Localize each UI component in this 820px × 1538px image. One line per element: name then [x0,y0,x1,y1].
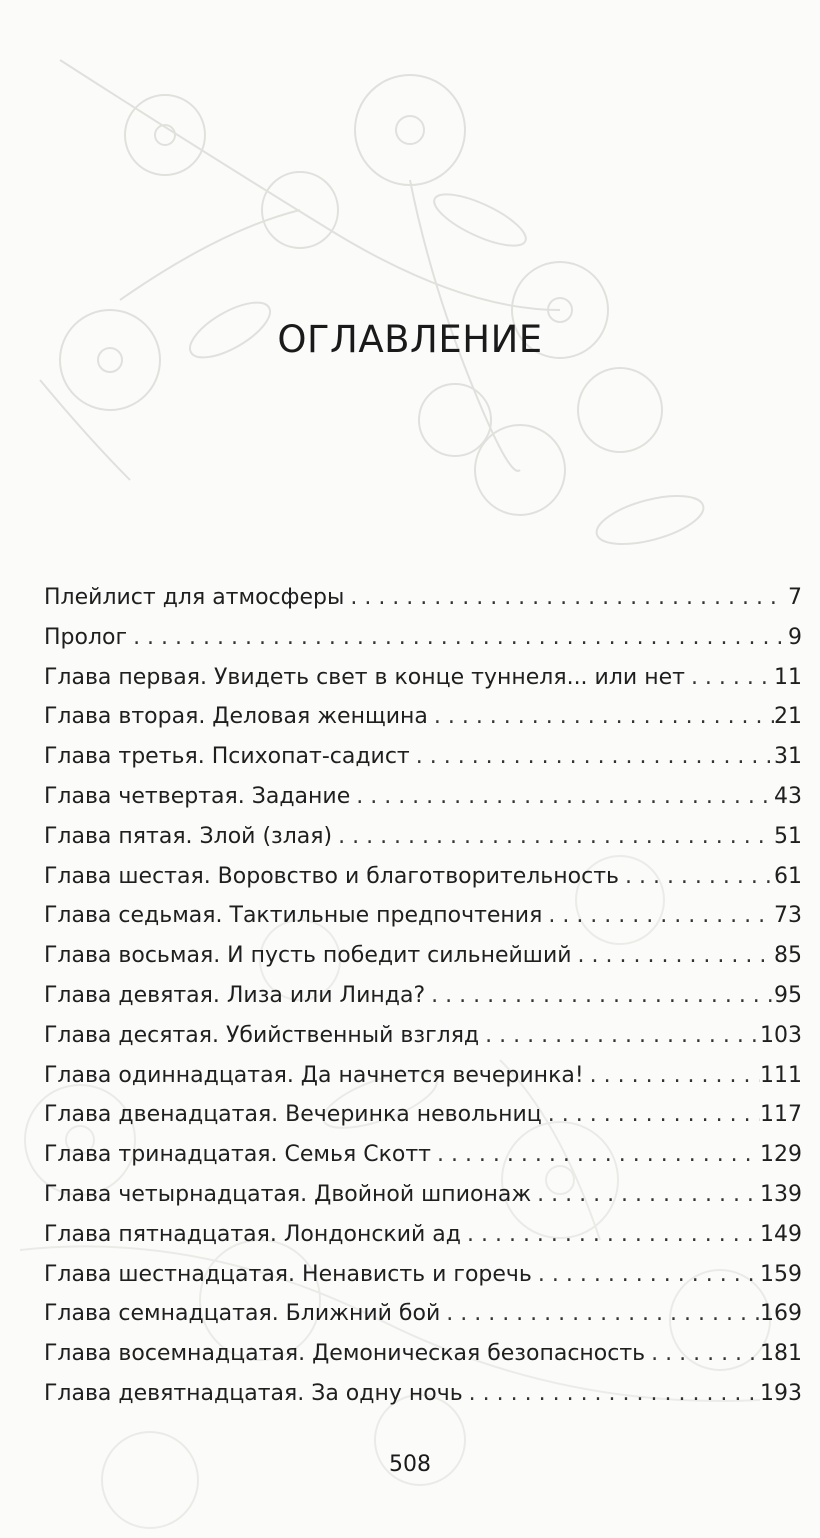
toc-dot-leader [350,777,774,817]
toc-dot-leader [542,1095,760,1135]
toc-dot-leader [532,1255,760,1295]
toc-entry-page: 73 [774,903,802,929]
toc-entry-page: 51 [774,823,802,849]
toc-dot-leader [332,817,774,857]
toc-dot-leader [685,658,774,698]
toc-entry [44,896,802,936]
toc-entry-page: 169 [760,1301,802,1327]
toc-entry [44,618,802,658]
toc-entry-title: Глава шестнадцатая. Ненависть и горечь [44,1261,532,1287]
toc-entry-page: 9 [788,624,802,650]
toc-entry [44,976,802,1016]
toc-entry-title: Глава десятая. Убийственный взгляд [44,1022,480,1048]
page-title: ОГЛАВЛЕНИЕ [277,318,543,361]
toc-dot-leader [584,1056,760,1096]
toc-dot-leader [479,1016,760,1056]
page-number: 508 [389,1452,431,1477]
toc-entry [44,1016,802,1056]
toc-entry-title: Глава четвертая. Задание [44,783,351,809]
toc-entry [44,737,802,777]
toc-entry-page: 21 [774,704,802,730]
toc-entry-title: Глава четырнадцатая. Двойной шпионаж [44,1181,532,1207]
toc-entry [44,1334,802,1374]
toc-entry-title: Глава девятая. Лиза или Линда? [44,982,426,1008]
toc-dot-leader [127,618,782,658]
toc-entry-page: 103 [760,1022,802,1048]
toc-entry [44,857,802,897]
toc-entry-title: Глава шестая. Воровство и благотворительность [44,863,619,889]
toc-entry-page: 159 [760,1261,802,1287]
toc-entry-page: 85 [774,943,802,969]
toc-entry-page: 7 [788,585,802,610]
toc-entry-page: 181 [760,1341,802,1367]
toc-dot-leader [425,976,774,1016]
toc-entry-title: Глава первая. Увидеть свет в конце туннеля... или нет [44,664,685,690]
toc-entry-title: Глава одиннадцатая. Да начнется вечеринка! [44,1062,584,1088]
toc-dot-leader [542,896,774,936]
toc-dot-leader [428,697,774,737]
toc-entry [44,697,802,737]
toc-entry-page: 61 [774,863,802,889]
toc-entry-page: 117 [760,1102,802,1128]
toc-entry-title: Плейлист для атмосферы [44,585,345,610]
toc-entry-title: Глава пятнадцатая. Лондонский ад [44,1221,461,1247]
toc-entry-page: 129 [760,1142,802,1168]
toc-entry-title: Глава тринадцатая. Семья Скотт [44,1142,431,1168]
toc-entry-title: Глава вторая. Деловая женщина [44,704,428,730]
toc-entry-page: 95 [774,982,802,1008]
toc-entry-title: Глава восемнадцатая. Демоническая безопасность [44,1341,646,1367]
toc-entry [44,1215,802,1255]
toc-entry [44,1095,802,1135]
toc-entry [44,777,802,817]
toc-entry-title: Глава седьмая. Тактильные предпочтения [44,903,543,929]
toc-entry-title: Глава девятнадцатая. За одну ночь [44,1380,463,1406]
toc-entry-title: Глава семнадцатая. Ближний бой [44,1301,441,1327]
toc-entry [44,1374,802,1414]
toc-entry-title: Глава восьмая. И пусть победит сильнейший [44,943,572,969]
toc-entry [44,1056,802,1096]
toc-entry-page: 43 [774,783,802,809]
toc-entry [44,658,802,698]
toc-entry-page: 149 [760,1221,802,1247]
toc-dot-leader [410,737,774,777]
toc-dot-leader [572,936,774,976]
toc-entry [44,1175,802,1215]
toc-entry-page: 111 [760,1062,802,1088]
toc-entry-page: 11 [774,664,802,690]
toc-dot-leader [619,857,774,897]
toc-entry-title: Пролог [44,624,128,650]
toc-dot-leader [531,1175,760,1215]
toc-entry [44,1255,802,1295]
toc-dot-leader [463,1374,760,1414]
toc-entry [44,1135,802,1175]
toc-dot-leader [344,578,782,618]
toc-dot-leader [440,1294,760,1334]
toc-entry [44,578,802,618]
toc-entry [44,936,802,976]
toc-entry-title: Глава пятая. Злой (злая) [44,823,333,849]
toc-dot-leader [645,1334,760,1374]
toc-entry-title: Глава двенадцатая. Вечеринка невольниц [44,1102,542,1128]
toc-entry-page: 139 [760,1181,802,1207]
toc-entry-title: Глава третья. Психопат-садист [44,744,410,770]
toc-entry [44,817,802,857]
table-of-contents [44,578,802,1414]
toc-entry [44,1294,802,1334]
toc-entry-page: 193 [760,1380,802,1406]
toc-dot-leader [431,1135,760,1175]
toc-entry-page: 31 [774,744,802,770]
toc-dot-leader [461,1215,760,1255]
